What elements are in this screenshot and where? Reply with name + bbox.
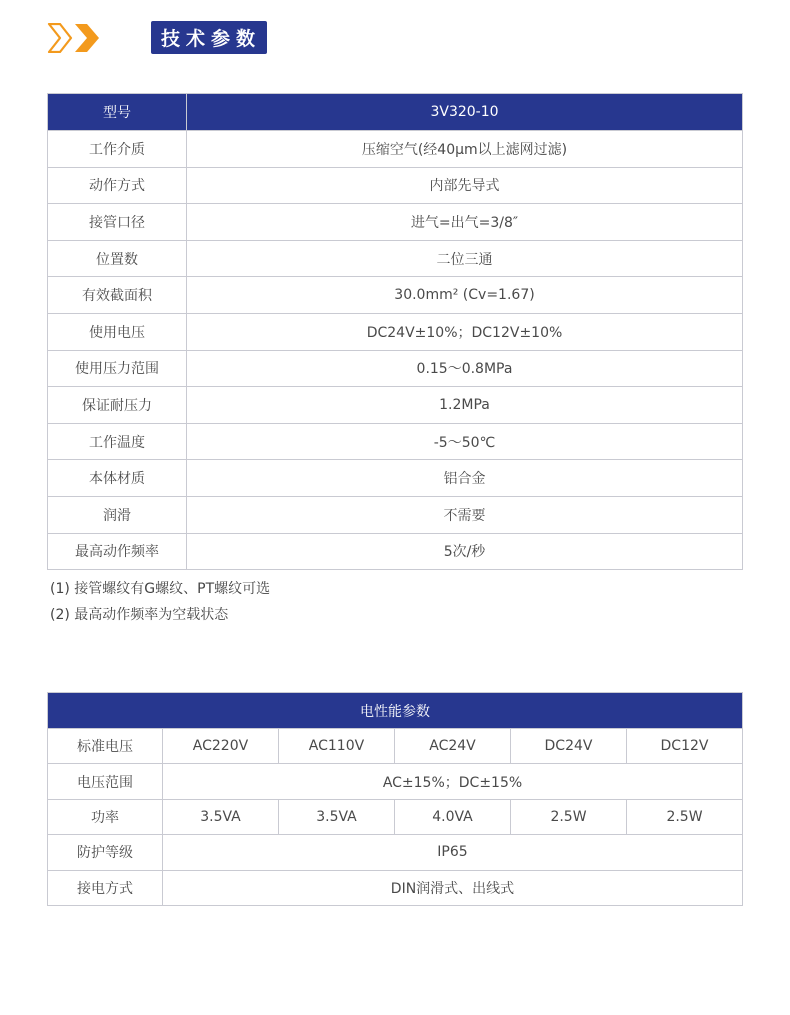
voltage-cell: AC220V xyxy=(163,729,279,764)
power-cell: 3.5VA xyxy=(163,799,279,834)
row-label: 工作温度 xyxy=(48,423,187,460)
spec-table xyxy=(47,93,743,570)
row-label: 使用压力范围 xyxy=(48,350,187,387)
row-value: 进气=出气=3/8″ xyxy=(187,204,743,241)
row-label: 位置数 xyxy=(48,240,187,277)
row-label: 动作方式 xyxy=(48,167,187,204)
row-label: 最高动作频率 xyxy=(48,533,187,570)
table-row xyxy=(48,729,743,764)
row-label: 工作介质 xyxy=(48,131,187,168)
power-cell: 4.0VA xyxy=(395,799,511,834)
table-row xyxy=(48,764,743,799)
power-cell: 2.5W xyxy=(511,799,627,834)
row-value: 不需要 xyxy=(187,496,743,533)
row-label: 使用电压 xyxy=(48,313,187,350)
footnotes xyxy=(50,576,270,628)
row-value: 铝合金 xyxy=(187,460,743,497)
row-value: 压缩空气(经40μm以上滤网过滤) xyxy=(187,131,743,168)
table-row xyxy=(48,835,743,870)
row-label: 保证耐压力 xyxy=(48,387,187,424)
voltage-cell: DC12V xyxy=(627,729,743,764)
voltage-cell: DC24V xyxy=(511,729,627,764)
row-label: 电压范围 xyxy=(48,764,163,799)
table-row xyxy=(48,496,743,533)
footnote: (1) 接管螺纹有G螺纹、PT螺纹可选 xyxy=(50,581,271,597)
row-label: 功率 xyxy=(48,799,163,834)
table-row xyxy=(48,350,743,387)
row-label: 本体材质 xyxy=(48,460,187,497)
footnote: (2) 最高动作频率为空载状态 xyxy=(50,607,229,623)
section-header xyxy=(47,21,261,54)
row-value: DIN润滑式、出线式 xyxy=(163,870,743,905)
table-row xyxy=(48,423,743,460)
voltage-cell: AC110V xyxy=(279,729,395,764)
row-value: 二位三通 xyxy=(187,240,743,277)
power-cell: 3.5VA xyxy=(279,799,395,834)
chevron-outline-icon xyxy=(47,23,73,53)
table-row xyxy=(48,460,743,497)
row-value: IP65 xyxy=(163,835,743,870)
row-value: -5～50℃ xyxy=(187,423,743,460)
row-label: 润滑 xyxy=(48,496,187,533)
row-value: 5次/秒 xyxy=(187,533,743,570)
row-label: 有效截面积 xyxy=(48,277,187,314)
row-value: 1.2MPa xyxy=(187,387,743,424)
electrical-table-header xyxy=(48,693,743,729)
table-row xyxy=(48,313,743,350)
electrical-table xyxy=(47,692,743,906)
table-row xyxy=(48,277,743,314)
row-value: DC24V±10%；DC12V±10% xyxy=(187,313,743,350)
power-cell: 2.5W xyxy=(627,799,743,834)
section-title: 技术参数 xyxy=(151,21,267,54)
row-value: 30.0mm² (Cv=1.67) xyxy=(187,277,743,314)
voltage-cell: AC24V xyxy=(395,729,511,764)
model-value: 3V320-10 xyxy=(187,94,743,131)
table-row xyxy=(48,240,743,277)
table-row xyxy=(48,131,743,168)
chevron-filled-icon xyxy=(74,23,100,53)
row-label: 标准电压 xyxy=(48,729,163,764)
row-value: AC±15%；DC±15% xyxy=(163,764,743,799)
table-row xyxy=(48,167,743,204)
table-row xyxy=(48,204,743,241)
table-row xyxy=(48,387,743,424)
row-label: 接电方式 xyxy=(48,870,163,905)
spec-table-header xyxy=(48,94,743,131)
double-chevron-icon xyxy=(47,21,107,54)
table-row xyxy=(48,799,743,834)
electrical-table-title: 电性能参数 xyxy=(48,693,743,729)
row-value: 0.15～0.8MPa xyxy=(187,350,743,387)
model-label: 型号 xyxy=(48,94,187,131)
row-value: 内部先导式 xyxy=(187,167,743,204)
table-row xyxy=(48,870,743,905)
table-row xyxy=(48,533,743,570)
row-label: 防护等级 xyxy=(48,835,163,870)
row-label: 接管口径 xyxy=(48,204,187,241)
